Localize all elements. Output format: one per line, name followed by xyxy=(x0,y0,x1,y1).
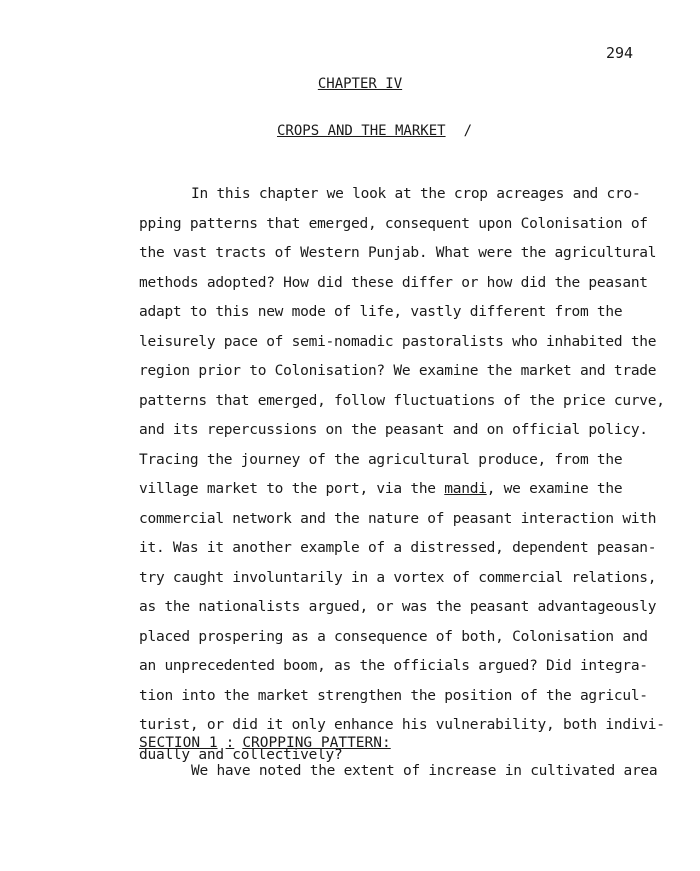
paragraph-line: tion into the market strengthen the position of the agricul- xyxy=(139,687,648,704)
paragraph-line: an unprecedented boom, as the officials argued? Did integra- xyxy=(139,658,648,674)
section-heading xyxy=(139,735,391,751)
paragraph-line: region prior to Colonisation? We examine the market and trade xyxy=(139,363,657,379)
paragraph-line: turist, or did it only enhance his vulnerability, both indivi- xyxy=(139,717,665,733)
line-text: , we examine the xyxy=(486,481,623,497)
paragraph-line: dually and collectively? xyxy=(139,746,343,763)
chapter-heading-text: CHAPTER IV xyxy=(317,76,403,92)
paragraph-line: leisurely pace of semi-nomadic pastoralists who inhabited the xyxy=(139,333,657,350)
chapter-heading xyxy=(0,76,700,92)
paragraph-line: the vast tracts of Western Punjab. What were the agricultural xyxy=(139,245,657,261)
page-number: 294 xyxy=(606,44,634,62)
section-label: SECTION 1 xyxy=(139,735,218,751)
paragraph-line: pping patterns that emerged, consequent upon Colonisation of xyxy=(139,215,648,232)
paragraph-line: try caught involuntarily in a vortex of commercial relations, xyxy=(139,569,657,586)
paragraph-line: as the nationalists argued, or was the peasant advantageously xyxy=(139,599,657,615)
paragraph-line: commercial network and the nature of peasant interaction with xyxy=(139,510,657,527)
line-text: village market to the port, via the xyxy=(139,481,445,497)
chapter-title xyxy=(277,123,472,139)
body-paragraph xyxy=(139,180,679,770)
chapter-title-text: CROPS AND THE MARKET xyxy=(277,123,446,139)
paragraph-line: In this chapter we look at the crop acreages and cro- xyxy=(191,186,641,202)
paragraph-line: and its repercussions on the peasant and on official policy. xyxy=(139,422,648,438)
paragraph-line xyxy=(139,475,679,505)
paragraph-line: Tracing the journey of the agricultural produce, from the xyxy=(139,451,623,468)
paragraph-line: it. Was it another example of a distressed, dependent peasan- xyxy=(139,540,657,556)
mandi-term: mandi xyxy=(444,481,487,497)
title-mark: / xyxy=(463,123,473,139)
section-colon: : xyxy=(225,735,235,751)
section-title: CROPPING PATTERN: xyxy=(242,735,391,751)
paragraph-line: adapt to this new mode of life, vastly different from the xyxy=(139,304,623,320)
paragraph-line: placed prospering as a consequence of both, Colonisation and xyxy=(139,628,648,645)
paragraph-line: methods adopted? How did these differ or how did the peasant xyxy=(139,274,648,291)
paragraph-line: We have noted the extent of increase in cultivated area xyxy=(191,763,658,779)
paragraph-line: patterns that emerged, follow fluctuations of the price curve, xyxy=(139,392,665,409)
